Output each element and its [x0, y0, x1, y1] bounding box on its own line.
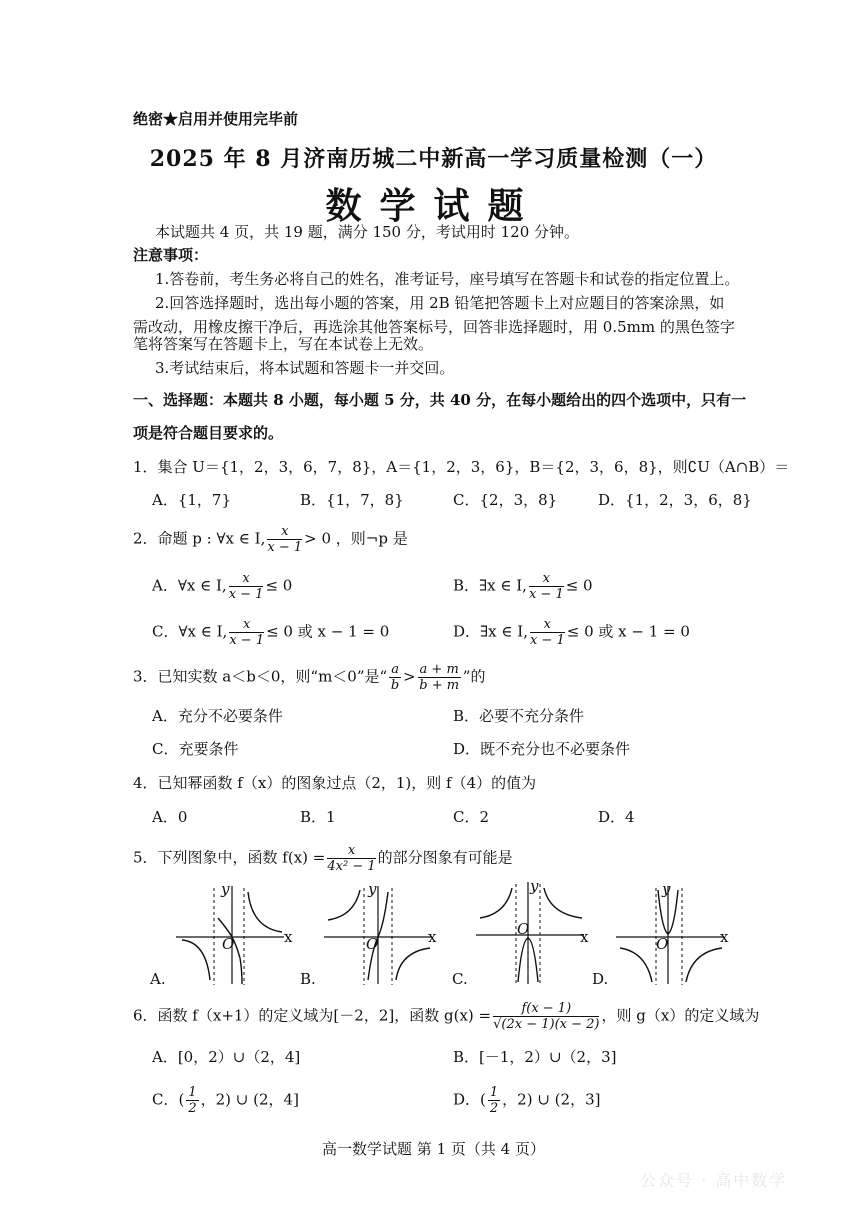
- q4-option-b: B．1: [300, 808, 336, 826]
- q3-option-b: B．必要不充分条件: [453, 707, 585, 725]
- q6-option-b: B．[－1，2）∪（2，3]: [453, 1048, 617, 1066]
- q6-option-c: C．( $\frac{1}{2}$ ，2) ∪ (2，4]: [152, 1085, 299, 1116]
- q4-option-a: A．0: [152, 808, 188, 826]
- graph-c-y-label: y: [530, 877, 539, 895]
- exam-summary: 本试题共 4 页，共 19 题，满分 150 分，考试用时 120 分钟。: [155, 223, 580, 241]
- graph-d-origin: O: [656, 935, 669, 953]
- q3-option-c: C．充要条件: [152, 740, 239, 758]
- section-heading-line-2: 项是符合题目要求的。: [133, 424, 284, 442]
- confidential-label: 绝密★启用并使用完毕前: [133, 110, 299, 128]
- graph-a-label: A.: [150, 970, 166, 988]
- section-heading-line-1: 一、选择题：本题共 8 小题，每小题 5 分，共 40 分，在每小题给出的四个选项中，只有一: [133, 391, 747, 409]
- notes-title: 注意事项：: [133, 246, 209, 264]
- q4-option-c: C．2: [453, 808, 490, 826]
- graph-a-y-label: y: [221, 880, 230, 898]
- graph-c-label: C.: [452, 970, 468, 988]
- q3-option-d: D．既不充分也不必要条件: [453, 740, 631, 758]
- graph-option-d: [612, 880, 732, 990]
- graph-d-x-label: x: [720, 928, 729, 946]
- note-2-line-3: 笔将答案写在答题卡上，写在本试卷上无效。: [133, 335, 434, 353]
- exam-title: 2025 年 8 月济南历城二中新高一学习质量检测（一）: [149, 146, 718, 172]
- graph-c-origin: O: [517, 920, 530, 938]
- question-1-stem: 1．集合 U＝{1，2，3，6，7，8}，A＝{1，2，3，6}，B＝{2，3，6，8}，则∁U（A∩B）＝: [133, 458, 790, 476]
- graph-b-origin: O: [366, 935, 379, 953]
- q3-option-a: A．充分不必要条件: [152, 707, 283, 725]
- page-footer: 高一数学试题 第 1 页（共 4 页）: [322, 1140, 545, 1158]
- q4-option-d: D．4: [598, 808, 635, 826]
- q2-option-d: D．∃x ∈ I, $\frac{x}{x - 1}$ ≤ 0 或 x − 1 = 0: [453, 617, 690, 648]
- graph-option-b: [320, 880, 440, 990]
- q1-option-a: A．{1，7}: [152, 491, 232, 509]
- note-3: 3.考试结束后，将本试题和答题卡一并交回。: [155, 359, 455, 377]
- q1-option-c: C．{2，3，8}: [453, 491, 558, 509]
- question-2-stem: 2．命题 p : ∀x ∈ I, $\frac{x}{x - 1}$ > 0 ，则¬p 是: [133, 524, 408, 555]
- q6-option-d: D．( $\frac{1}{2}$ ，2) ∪ (2，3]: [453, 1085, 601, 1116]
- question-5-stem: 5．下列图象中，函数 f(x) = $\frac{x}{\text{4x² − 1}}$ 的部分图象有可能是: [133, 843, 513, 874]
- graph-a-x-label: x: [284, 928, 293, 946]
- subject-title: 数学试题: [325, 185, 542, 227]
- q2-option-c: C．∀x ∈ I, $\frac{x}{x - 1}$ ≤ 0 或 x − 1 = 0: [152, 617, 390, 648]
- graph-b-x-label: x: [428, 928, 437, 946]
- graph-b-label: B.: [300, 970, 316, 988]
- watermark: 公众号 · 高中数学: [640, 1171, 788, 1190]
- question-3-stem: 3．已知实数 a＜b＜0，则“m＜0”是“ $\frac{a}{b}$ > $\frac{a + m}{b + m}$ ”的: [133, 662, 486, 693]
- note-2-line-2: 需改动，用橡皮擦干净后，再选涂其他答案标号，回答非选择题时，用 0.5mm 的黑色签字: [133, 318, 735, 336]
- graph-d-label: D.: [592, 970, 609, 988]
- q1-option-b: B．{1，7，8}: [300, 491, 404, 509]
- q6-option-a: A．[0，2）∪（2，4]: [152, 1048, 301, 1066]
- graph-d-y-label: y: [662, 880, 671, 898]
- q2-option-a: A．∀x ∈ I, $\frac{x}{x - 1}$ ≤ 0: [152, 571, 293, 602]
- q2-option-b: B．∃x ∈ I, $\frac{x}{x - 1}$ ≤ 0: [453, 571, 593, 602]
- question-4-stem: 4．已知幂函数 f（x）的图象过点（2，1)，则 f（4）的值为: [133, 774, 537, 792]
- question-6-stem: 6．函数 f（x+1）的定义域为[－2，2]，函数 g(x) = $\frac{f(x - 1)}{√(2x - 1)(x - 2)}$ ，则 g（x）的定义域为: [133, 1001, 760, 1032]
- graph-b-y-label: y: [368, 880, 377, 898]
- graph-c-x-label: x: [580, 928, 589, 946]
- note-2-line-1: 2.回答选择题时，选出每小题的答案，用 2B 铅笔把答题卡上对应题目的答案涂黑，如: [155, 294, 725, 312]
- graph-a-origin: O: [222, 935, 235, 953]
- q1-option-d: D．{1，2，3，6，8}: [598, 491, 752, 509]
- note-1: 1.答卷前，考生务必将自己的姓名，准考证号，座号填写在答题卡和试卷的指定位置上。: [155, 270, 740, 288]
